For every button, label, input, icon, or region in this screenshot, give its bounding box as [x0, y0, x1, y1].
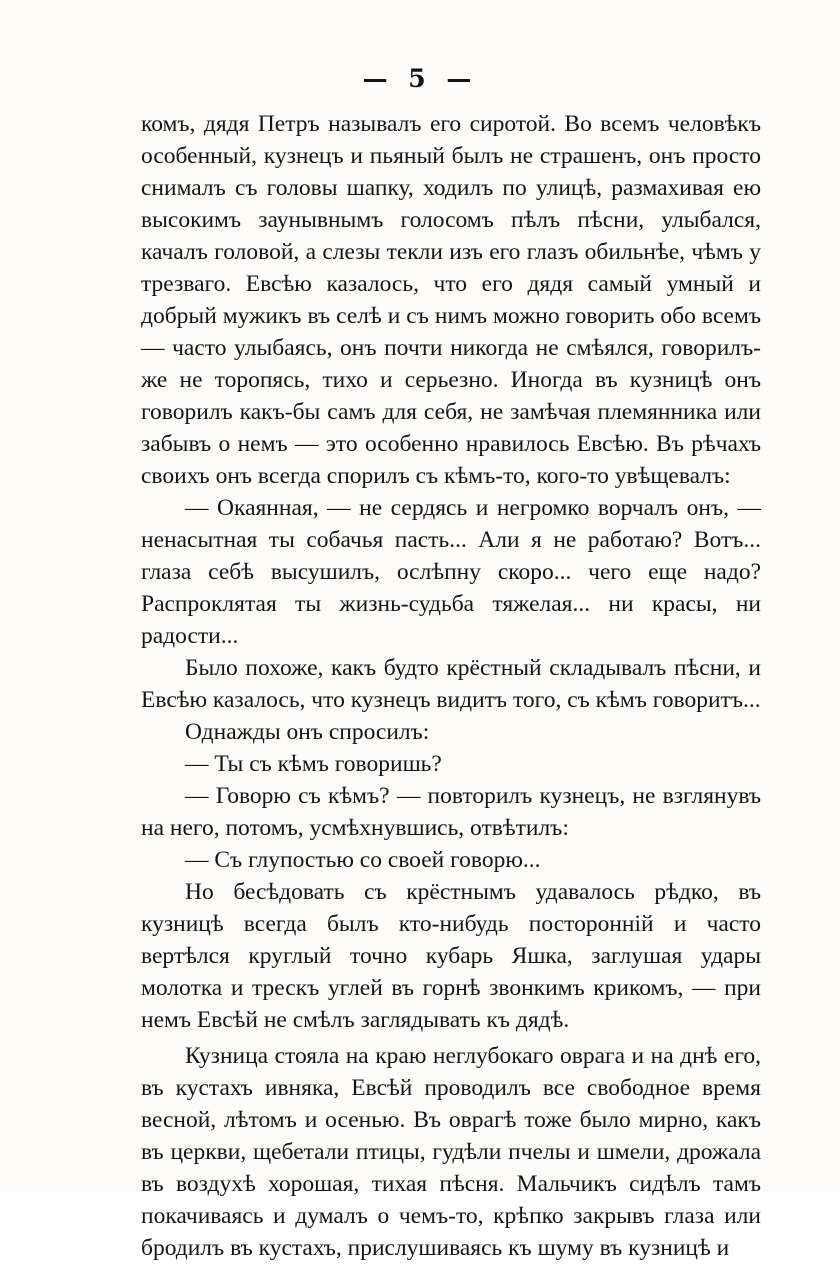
paragraph-2: — Окаянная, — не сердясь и негромко ворчалъ онъ, — ненасытная ты собачья пасть... Али я не работаю? Вотъ... глаза себѣ высушилъ, ослѣпну скоро... чего еще надо? Распроклятая ты жизнь-судьба тяжелая... ни красы, ни радости...: [141, 495, 761, 649]
page-text: [141, 108, 761, 1264]
paragraph-4: Однажды онъ спросилъ:: [185, 719, 430, 745]
paragraph-9: Кузница стояла на краю неглубокаго оврага и на днѣ его, въ кустахъ ивняка, Евсѣй проводилъ все свободное время весной, лѣтомъ и осенью. Въ оврагѣ тоже было мирно, какъ въ церкви, щебетали птицы, гудѣли пчелы и шмели, дрожала въ воздухѣ хорошая, тихая пѣсня. Мальчикъ сидѣлъ тамъ покачиваясь и думалъ о чемъ-то, крѣпко закрывъ глаза или бродилъ въ кустахъ, прислушиваясь къ шуму въ кузницѣ и: [141, 1043, 761, 1261]
paragraph-1: комъ, дядя Петръ называлъ его сиротой. Во всемъ человѣкъ особенный, кузнецъ и пьяный былъ не страшенъ, онъ просто снималъ съ головы шапку, ходилъ по улицѣ, размахивая ею высокимъ заунывнымъ голосомъ пѣлъ пѣсни, улыбался, качалъ головой, а слезы текли изъ его глазъ обильнѣе, чѣмъ у трезваго. Евсѣю казалось, что его дядя самый умный и добрый мужикъ въ селѣ и съ нимъ можно говорить обо всемъ — часто улыбаясь, онъ почти никогда не смѣялся, говорилъ-же не торопясь, тихо и серьезно. Иногда въ кузницѣ онъ говорилъ какъ-бы самъ для себя, не замѣчая племянника или забывъ о немъ — это особенно нравилось Евсѣю. Въ рѣчахъ своихъ онъ всегда спорилъ съ кѣмъ-то, кого-то увѣщевалъ:: [141, 111, 761, 489]
paragraph-7: — Съ глупостью со своей говорю...: [185, 847, 541, 873]
page-number: — 5 —: [362, 64, 478, 93]
paragraph-8: Но бесѣдовать съ крёстнымъ удавалось рѣдко, въ кузницѣ всегда былъ кто-нибудь посторонній и часто вертѣлся круглый точно кубарь Яшка, заглушая удары молотка и трескъ углей въ горнѣ звонкимъ крикомъ, — при немъ Евсѣй не смѣлъ заглядывать къ дядѣ.: [141, 879, 761, 1033]
paragraph-6: — Говорю съ кѣмъ? — повторилъ кузнецъ, не взглянувъ на него, потомъ, усмѣхнувшись, отвѣтилъ:: [141, 783, 761, 841]
paragraph-5: — Ты съ кѣмъ говоришь?: [185, 751, 442, 777]
paragraph-3: Было похоже, какъ будто крёстный складывалъ пѣсни, и Евсѣю казалось, что кузнецъ видитъ того, съ кѣмъ говоритъ...: [141, 655, 761, 713]
